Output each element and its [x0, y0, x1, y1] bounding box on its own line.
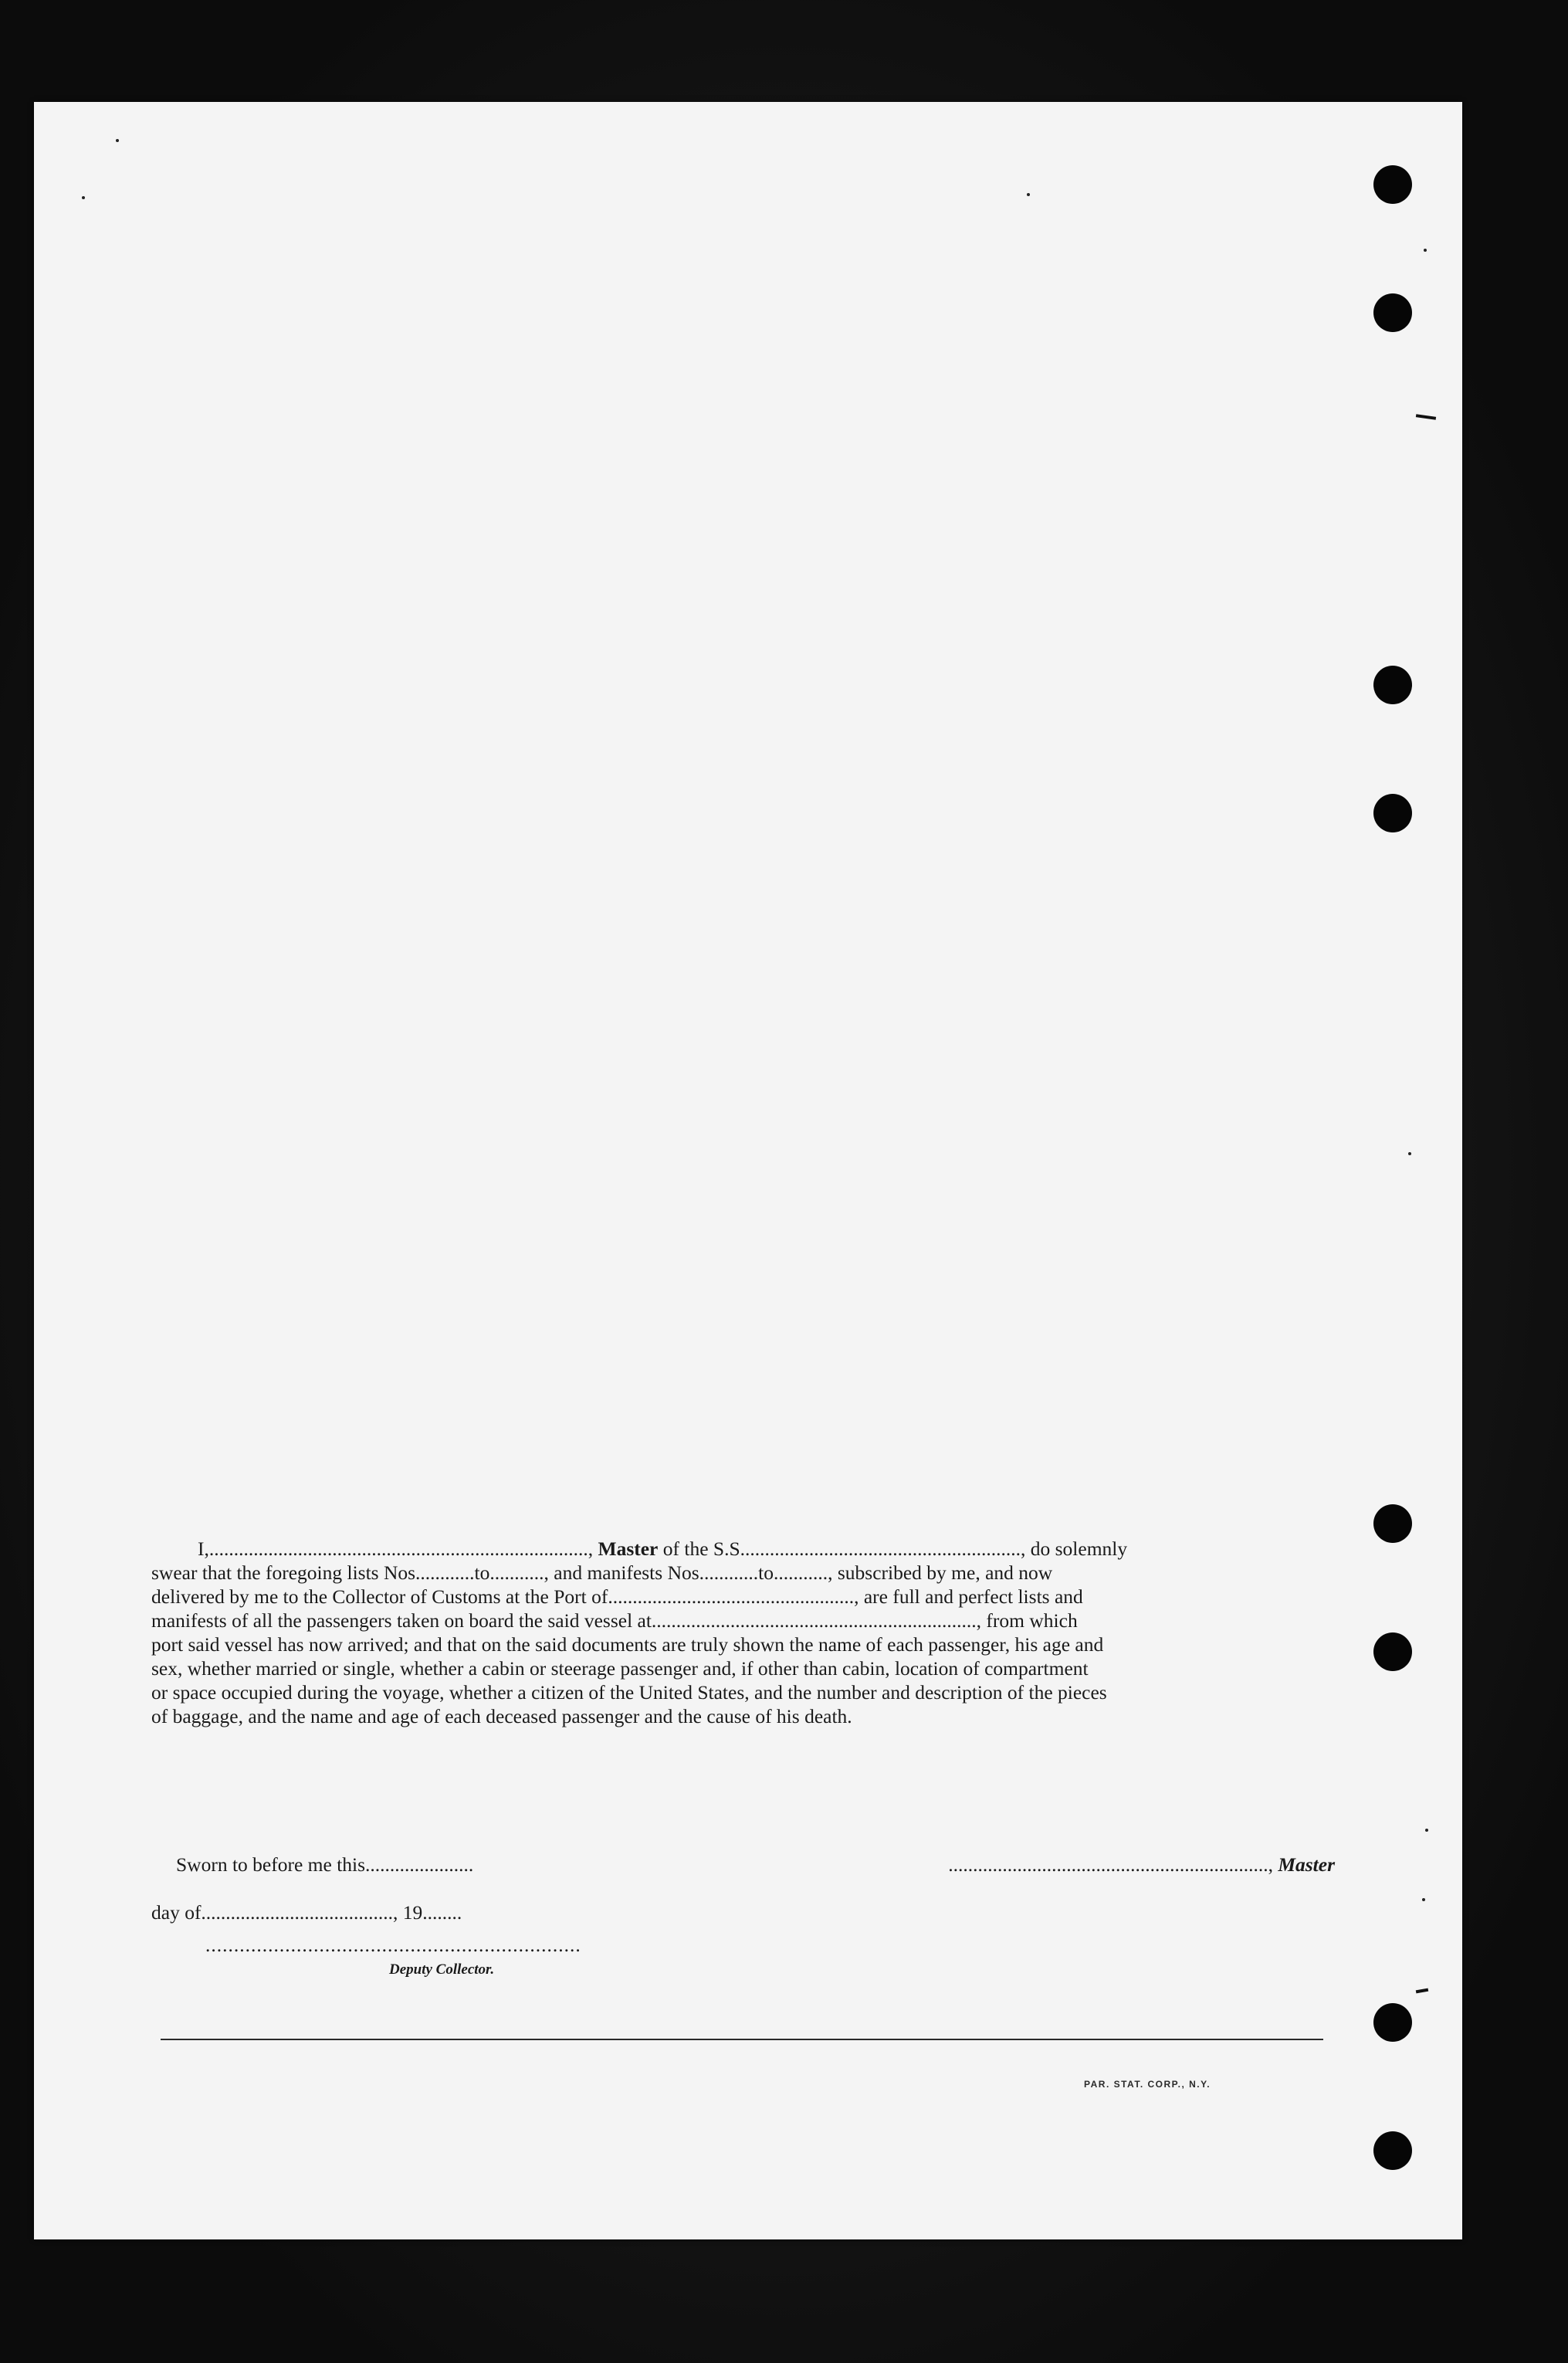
scan-speck — [116, 139, 119, 142]
oath-line: I,............................................................................., — [198, 1537, 598, 1560]
oath-line: of the S.S........................................................., do solemnly — [658, 1537, 1128, 1560]
punch-hole-icon — [1373, 1504, 1412, 1543]
scan-mark — [1416, 414, 1436, 420]
punch-hole-icon — [1373, 2131, 1412, 2170]
oath-master-word: Master — [598, 1537, 659, 1560]
scan-speck — [1408, 1152, 1411, 1155]
oath-line: or space occupied during the voyage, whether a citizen of the United States, and the number and description of the pieces — [151, 1681, 1107, 1704]
scan-speck — [1027, 193, 1030, 196]
master-signature-label: Master — [1278, 1853, 1335, 1876]
punch-hole-icon — [1373, 293, 1412, 332]
deputy-signature-dots: .................................................................. — [205, 1934, 581, 1956]
day-of-line: day of......................................., 19........ — [151, 1901, 462, 1924]
scan-mark — [1416, 1988, 1428, 1994]
punch-hole-icon — [1373, 666, 1412, 704]
punch-hole-icon — [1373, 794, 1412, 832]
oath-line: delivered by me to the Collector of Customs at the Port of.................................................., are full and perfect lists and — [151, 1585, 1083, 1608]
punch-hole-icon — [1373, 2003, 1412, 2042]
oath-line: sex, whether married or single, whether a cabin or steerage passenger and, if other than cabin, location of compartment — [151, 1657, 1089, 1680]
oath-paragraph — [151, 1537, 1333, 1728]
deputy-collector-label: Deputy Collector. — [389, 1961, 495, 1978]
scan-speck — [1425, 1829, 1428, 1832]
master-signature-line — [852, 1853, 1335, 1876]
oath-line: swear that the foregoing lists Nos............to..........., and manifests Nos............to..........., subscribed by me, and now — [151, 1561, 1053, 1584]
footer-rule — [161, 2039, 1323, 2040]
punch-hole-icon — [1373, 1632, 1412, 1671]
scan-speck — [1422, 1898, 1425, 1901]
master-signature-dots: ................................................................., — [948, 1853, 1278, 1876]
oath-line: manifests of all the passengers taken on board the said vessel at.................................................................., from which — [151, 1609, 1078, 1632]
scan-speck — [82, 196, 85, 199]
oath-line: of baggage, and the name and age of each deceased passenger and the cause of his death. — [151, 1705, 852, 1727]
printer-mark: PAR. STAT. CORP., N.Y. — [1084, 2079, 1211, 2090]
oath-line: port said vessel has now arrived; and that on the said documents are truly shown the name of each passenger, his age and — [151, 1633, 1104, 1656]
scan-speck — [1424, 249, 1427, 252]
document-page — [34, 102, 1462, 2239]
sworn-before-line: Sworn to before me this...................... — [176, 1853, 474, 1876]
punch-hole-icon — [1373, 165, 1412, 204]
